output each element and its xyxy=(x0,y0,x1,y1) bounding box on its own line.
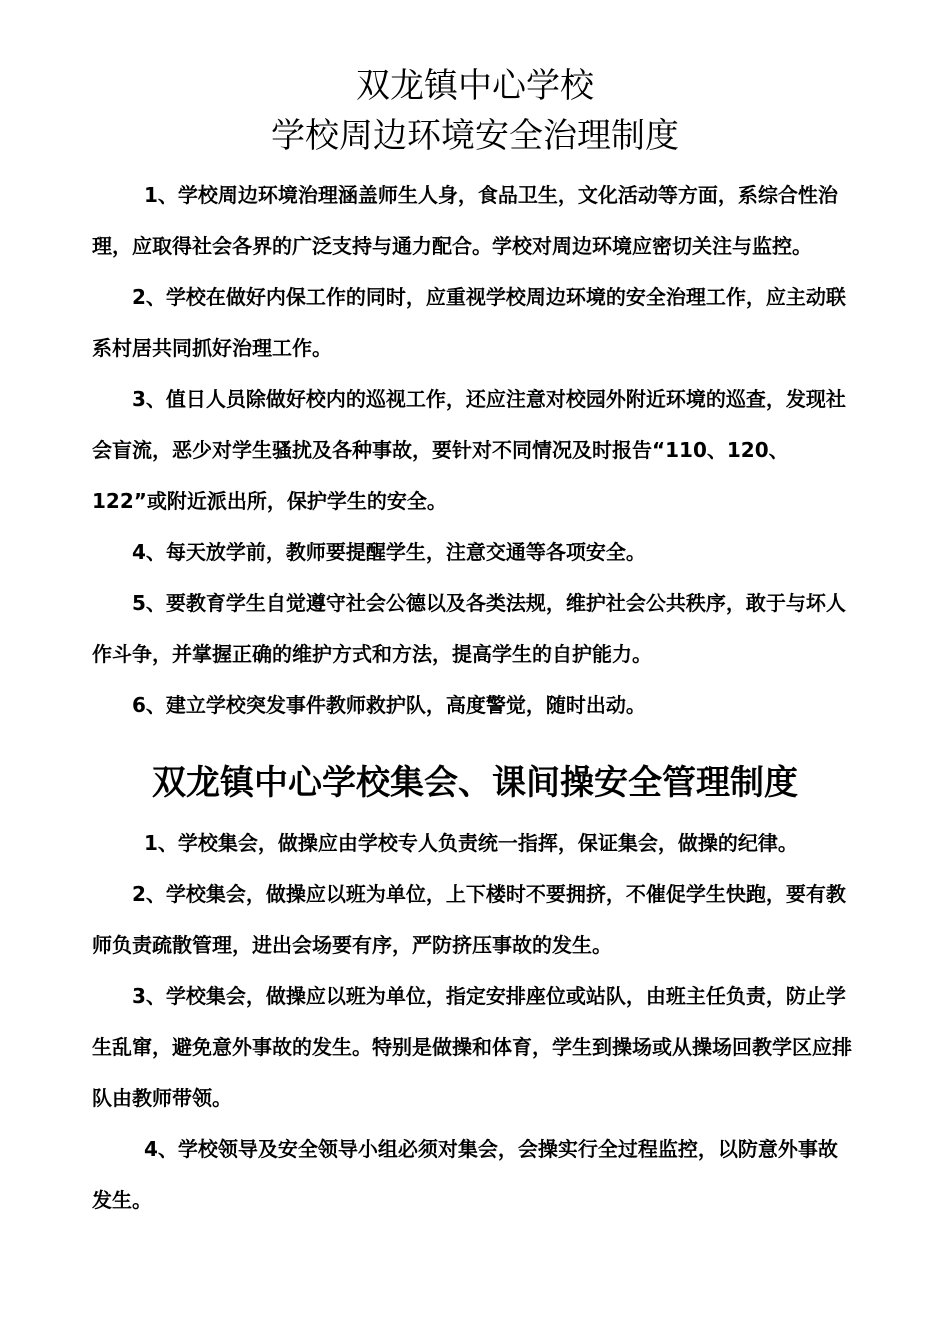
rule-paragraph: 6、建立学校突发事件教师救护队，高度警觉，随时出动。 xyxy=(132,693,646,717)
assembly-safety-heading: 双龙镇中心学校集会、课间操安全管理制度 xyxy=(152,763,798,803)
school-name-title: 双龙镇中心学校 xyxy=(356,66,594,106)
section-assembly-rules xyxy=(92,818,857,1226)
rule-paragraph: 5、要教育学生自觉遵守社会公德以及各类法规，维护社会公共秩序，敢于与坏人作斗争，并掌握正确的维护方式和方法，提高学生的自护能力。 xyxy=(92,591,846,666)
rule-paragraph: 4、每天放学前，教师要提醒学生，注意交通等各项安全。 xyxy=(132,540,646,564)
rule-paragraph: 1、学校周边环境治理涵盖师生人身，食品卫生，文化活动等方面，系综合性治理，应取得社会各界的广泛支持与通力配合。学校对周边环境应密切关注与监控。 xyxy=(92,183,838,258)
rule-paragraph: 3、学校集会，做操应以班为单位，指定安排座位或站队，由班主任负责，防止学生乱窜，避免意外事故的发生。特别是做操和体育，学生到操场或从操场回教学区应排队由教师带领。 xyxy=(92,984,852,1110)
rule-paragraph: 2、学校在做好内保工作的同时，应重视学校周边环境的安全治理工作，应主动联系村居共同抓好治理工作。 xyxy=(92,285,846,360)
rule-paragraph: 4、学校领导及安全领导小组必须对集会，会操实行全过程监控，以防意外事故发生。 xyxy=(92,1137,838,1212)
regulation-title: 学校周边环境安全治理制度 xyxy=(271,116,679,156)
rule-paragraph: 2、学校集会，做操应以班为单位，上下楼时不要拥挤，不催促学生快跑，要有教师负责疏散管理，进出会场要有序，严防挤压事故的发生。 xyxy=(92,882,846,957)
rule-paragraph: 3、值日人员除做好校内的巡视工作，还应注意对校园外附近环境的巡查，发现社会盲流，恶少对学生骚扰及各种事故，要针对不同情况及时报告“110、120、122”或附近派出所，保护学生的安全。 xyxy=(92,387,846,513)
rule-paragraph: 1、学校集会，做操应由学校专人负责统一指挥，保证集会，做操的纪律。 xyxy=(144,831,798,855)
section-environment-rules xyxy=(92,170,857,731)
